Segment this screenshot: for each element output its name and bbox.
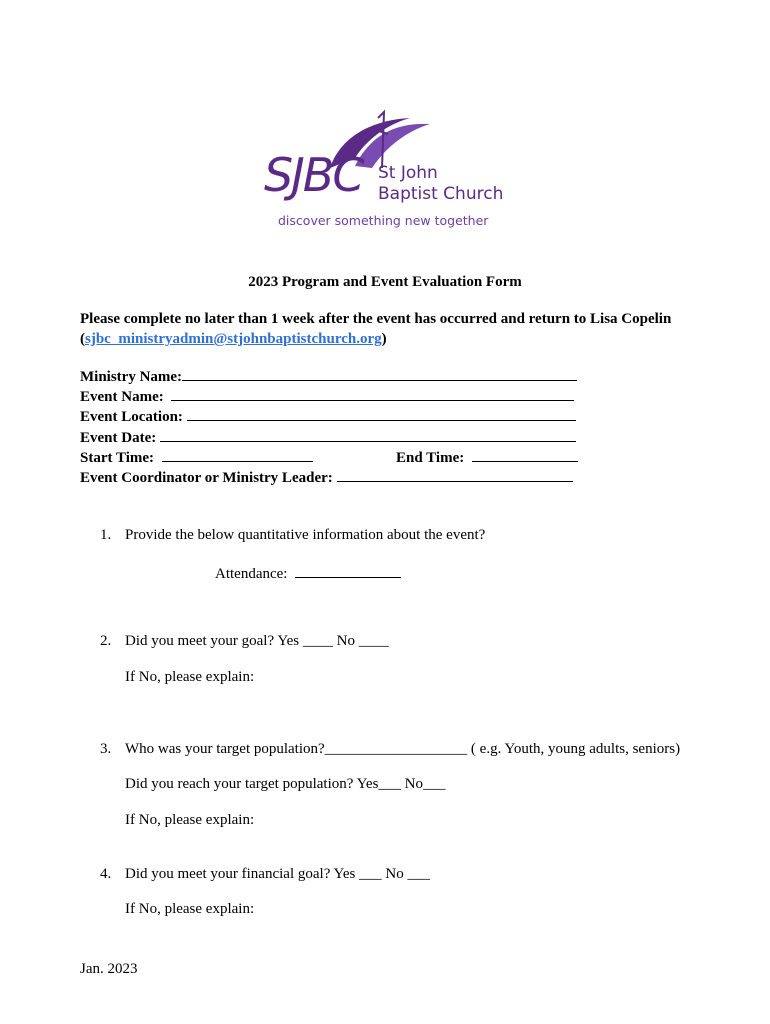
question-3-number: 3. — [100, 741, 112, 757]
question-1-text: Provide the below quantitative information about the event? — [125, 527, 486, 543]
ministry-name-row — [80, 366, 577, 386]
logo-tagline: discover something new together — [278, 213, 489, 228]
logo-mark: SJBC — [264, 148, 363, 202]
question-2-explain: If No, please explain: — [125, 669, 255, 685]
end-time-label: End Time: — [396, 450, 465, 466]
attendance-row — [215, 563, 401, 583]
email-open-paren: ( — [80, 331, 85, 347]
instructions: Please complete no later than 1 week after the event has occurred and return to Lisa Copelin — [80, 311, 672, 327]
question-4-explain: If No, please explain: — [125, 901, 255, 917]
logo-name-line1: St John — [378, 163, 438, 183]
email-line — [80, 331, 387, 348]
question-3-explain: If No, please explain: — [125, 812, 255, 828]
event-name-field[interactable] — [171, 386, 574, 401]
question-2-number: 2. — [100, 633, 112, 649]
event-name-row — [80, 386, 574, 406]
start-time-label: Start Time: — [80, 450, 155, 466]
event-location-field[interactable] — [187, 406, 576, 421]
question-4-number: 4. — [100, 866, 112, 882]
coordinator-field[interactable] — [337, 467, 573, 482]
event-location-row — [80, 406, 576, 426]
logo-name — [378, 163, 503, 205]
logo-name-line2: Baptist Church — [378, 184, 504, 204]
event-date-row — [80, 427, 576, 447]
event-date-field[interactable] — [160, 427, 576, 442]
coordinator-row — [80, 467, 573, 487]
ministry-name-field[interactable] — [182, 366, 577, 381]
event-name-label: Event Name: — [80, 389, 164, 405]
ministry-name-label: Ministry Name: — [80, 369, 183, 385]
church-logo — [260, 108, 520, 238]
question-2-text[interactable]: Did you meet your goal? Yes ____ No ____ — [125, 633, 389, 649]
question-3-text[interactable]: Who was your target population?___________________ ( e.g. Youth, young adults, seniors) — [125, 741, 681, 757]
attendance-label: Attendance: — [215, 566, 288, 582]
start-time-field[interactable] — [162, 447, 313, 462]
question-4-text[interactable]: Did you meet your financial goal? Yes ___ No ___ — [125, 866, 430, 882]
email-link[interactable]: sjbc_ministryadmin@stjohnbaptistchurch.org — [85, 331, 382, 347]
form-title: 2023 Program and Event Evaluation Form — [248, 274, 522, 290]
question-1-number: 1. — [100, 527, 112, 543]
event-location-label: Event Location: — [80, 409, 183, 425]
coordinator-label: Event Coordinator or Ministry Leader: — [80, 470, 333, 486]
event-date-label: Event Date: — [80, 430, 157, 446]
footer-date: Jan. 2023 — [80, 961, 138, 977]
start-time-row — [80, 447, 313, 467]
end-time-field[interactable] — [472, 447, 578, 462]
end-time-row — [396, 447, 578, 467]
email-close-paren: ) — [381, 331, 387, 347]
attendance-field[interactable] — [295, 563, 401, 578]
question-3-reach[interactable]: Did you reach your target population? Yes___ No___ — [125, 776, 446, 792]
